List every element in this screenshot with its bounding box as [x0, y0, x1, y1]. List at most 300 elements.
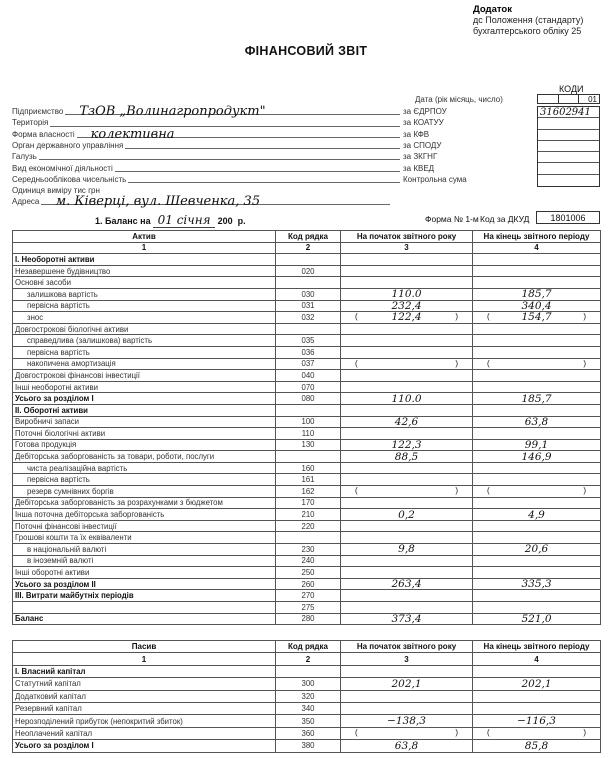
value-cell-start[interactable]: [341, 474, 473, 486]
column-header: На початок звітного року: [341, 231, 473, 243]
field-row[interactable]: [12, 104, 402, 120]
value-cell-end[interactable]: [473, 602, 601, 614]
handwritten-value: 42,6: [392, 416, 421, 428]
column-number: 2: [276, 242, 341, 254]
balance-prefix: 1. Баланс на: [95, 216, 151, 226]
value-cell-start[interactable]: [341, 590, 473, 602]
handwritten-value: [534, 254, 540, 266]
code-cell[interactable]: [538, 130, 599, 141]
value-cell-start[interactable]: [341, 451, 473, 463]
row-code: [276, 665, 341, 677]
table-row: [13, 520, 601, 532]
row-code: 350: [276, 715, 341, 727]
handwritten-value: 185,7: [518, 288, 554, 300]
table-row: [13, 335, 601, 347]
handwritten-value: [404, 428, 410, 440]
row-label: Поточні біологічні активи: [13, 428, 276, 440]
handwritten-value: 202,1: [388, 678, 424, 690]
column-header: Код рядка: [276, 231, 341, 243]
field-label: Галузь: [12, 152, 37, 162]
value-cell-start[interactable]: [341, 497, 473, 509]
row-code: 100: [276, 416, 341, 428]
row-code: 032: [276, 312, 341, 324]
row-code: 161: [276, 474, 341, 486]
field-row[interactable]: [12, 117, 402, 128]
value-cell-end[interactable]: [473, 323, 601, 335]
column-number: 1: [13, 653, 276, 665]
handwritten-value: [534, 323, 540, 335]
row-code: 020: [276, 265, 341, 277]
handwritten-value: [534, 567, 540, 579]
value-cell-end[interactable]: [473, 428, 601, 440]
value-cell-start[interactable]: [341, 678, 473, 690]
field-row[interactable]: [12, 140, 402, 151]
value-cell-end[interactable]: [473, 265, 601, 277]
column-header: На кінець звітного періоду: [473, 231, 601, 243]
value-cell-end[interactable]: [473, 404, 601, 416]
table-row: [13, 678, 601, 690]
handwritten-value: [534, 727, 540, 739]
handwritten-value: [534, 497, 540, 509]
row-label: накопичена амортизація: [13, 358, 276, 370]
handwritten-value: [404, 265, 410, 277]
value-cell-start[interactable]: [341, 404, 473, 416]
handwritten-value: 521,0: [518, 613, 554, 625]
handwritten-value: [534, 690, 540, 702]
handwritten-value: [404, 665, 410, 677]
codes-column: [537, 106, 600, 187]
value-cell-start[interactable]: [341, 462, 473, 474]
handwritten-value: [404, 727, 410, 739]
value-cell-end[interactable]: [473, 335, 601, 347]
handwritten-value: [404, 555, 410, 567]
handwritten-value: 263,4: [388, 578, 424, 590]
column-header: Код рядка: [276, 641, 341, 653]
value-cell-end[interactable]: [473, 288, 601, 300]
handwritten-value: [534, 462, 540, 474]
assets-table: [12, 230, 601, 625]
field-value[interactable]: ТзОВ „Волинагропродукт": [79, 104, 266, 120]
field-row[interactable]: [12, 151, 402, 162]
table-row: [13, 702, 601, 714]
handwritten-value: 0,2: [395, 509, 418, 521]
row-code: 240: [276, 555, 341, 567]
value-cell-end[interactable]: [473, 544, 601, 556]
value-cell-end[interactable]: [473, 381, 601, 393]
address-field[interactable]: [12, 194, 392, 210]
value-cell-end[interactable]: [473, 370, 601, 382]
handwritten-value: [534, 520, 540, 532]
value-cell-end[interactable]: [473, 509, 601, 521]
handwritten-value: 185,7: [518, 393, 554, 405]
field-row[interactable]: [12, 126, 402, 142]
value-cell-end[interactable]: ( ) 154,7: [473, 312, 601, 324]
value-cell-start[interactable]: [341, 532, 473, 544]
table-row: [13, 474, 601, 486]
value-cell-end[interactable]: [473, 451, 601, 463]
value-cell-start[interactable]: [341, 335, 473, 347]
row-label: Нерозподілений прибуток (непокритий збиток): [13, 715, 276, 727]
row-code: [276, 532, 341, 544]
handwritten-value: [534, 428, 540, 440]
handwritten-value: [404, 590, 410, 602]
row-label: знос: [13, 312, 276, 324]
value-cell-start[interactable]: [341, 578, 473, 590]
code-cell[interactable]: 31602941: [538, 107, 599, 118]
table-row: [13, 393, 601, 405]
unit-label: Одиниця виміру тис грн: [12, 186, 100, 195]
value-cell-end[interactable]: [473, 715, 601, 727]
row-label: III. Витрати майбутніх періодів: [13, 590, 276, 602]
value-cell-end[interactable]: [473, 393, 601, 405]
row-label: Виробничі запаси: [13, 416, 276, 428]
column-header: Актив: [13, 231, 276, 243]
handwritten-value: [404, 602, 410, 614]
value-cell-start[interactable]: [341, 288, 473, 300]
handwritten-value: 63,8: [522, 416, 551, 428]
value-cell-end[interactable]: [473, 555, 601, 567]
row-label: первісна вартість: [13, 346, 276, 358]
table-row: [13, 727, 601, 739]
code-cell[interactable]: [538, 152, 599, 163]
handwritten-value: [534, 265, 540, 277]
value-cell-start[interactable]: [341, 277, 473, 289]
value-cell-start[interactable]: [341, 300, 473, 312]
column-number: 1: [13, 242, 276, 254]
handwritten-value: [404, 532, 410, 544]
column-number: 3: [341, 653, 473, 665]
value-cell-start[interactable]: [341, 323, 473, 335]
handwritten-value: 373,4: [388, 613, 424, 625]
table-row: [13, 740, 601, 752]
row-code: 230: [276, 544, 341, 556]
row-code: [276, 254, 341, 266]
handwritten-value: [534, 370, 540, 382]
table-row: [13, 590, 601, 602]
handwritten-value: 110.0: [388, 288, 424, 300]
handwritten-value: [404, 497, 410, 509]
handwritten-value: 99,1: [522, 439, 551, 451]
table-row: [13, 690, 601, 702]
row-code: 070: [276, 381, 341, 393]
value-cell-end[interactable]: ( ): [473, 486, 601, 498]
value-cell-start[interactable]: [341, 381, 473, 393]
row-label: резерв сумнівних боргів: [13, 486, 276, 498]
row-label: Баланс: [13, 613, 276, 625]
handwritten-value: [404, 358, 410, 370]
value-cell-start[interactable]: [341, 702, 473, 714]
row-code: 300: [276, 678, 341, 690]
handwritten-value: [534, 555, 540, 567]
row-label: Основні засоби: [13, 277, 276, 289]
value-cell-end[interactable]: [473, 300, 601, 312]
value-cell-end[interactable]: [473, 665, 601, 677]
row-label: Резервний капітал: [13, 702, 276, 714]
row-label: Дебіторська заборгованість за товари, роботи, послуги: [13, 451, 276, 463]
row-code: 160: [276, 462, 341, 474]
handwritten-value: 335,3: [518, 578, 554, 590]
date-label: Дата (рік місяць, число): [415, 95, 503, 104]
row-code: 031: [276, 300, 341, 312]
value-cell-end[interactable]: [473, 690, 601, 702]
row-code: 030: [276, 288, 341, 300]
value-cell-start[interactable]: [341, 254, 473, 266]
code-label: за КФВ: [403, 129, 430, 139]
value-cell-start[interactable]: [341, 555, 473, 567]
table-row: [13, 300, 601, 312]
value-cell-end[interactable]: [473, 613, 601, 625]
row-code: [276, 404, 341, 416]
table-row: [13, 567, 601, 579]
field-label: Підприємство: [12, 107, 64, 116]
row-label: Готова продукція: [13, 439, 276, 451]
row-label: чиста реалізаційна вартість: [13, 462, 276, 474]
table-row: [13, 439, 601, 451]
code-cell[interactable]: [538, 141, 599, 152]
value-cell-start[interactable]: [341, 346, 473, 358]
code-label: Контрольна сума: [403, 174, 467, 184]
date-box[interactable]: [537, 94, 600, 104]
balance-year: 200: [217, 216, 233, 226]
value-cell-end[interactable]: [473, 439, 601, 451]
code-cell[interactable]: [538, 118, 599, 129]
address-value[interactable]: м. Ківерці, вул. Шевченка, 35: [55, 194, 261, 210]
column-header: На початок звітного року: [341, 641, 473, 653]
row-label: Інші оборотні активи: [13, 567, 276, 579]
table-row: [13, 254, 601, 266]
handwritten-value: [404, 323, 410, 335]
table-row: [13, 555, 601, 567]
value-cell-start[interactable]: ( ): [341, 358, 473, 370]
value-cell-start[interactable]: [341, 439, 473, 451]
row-code: 260: [276, 578, 341, 590]
row-code: 360: [276, 727, 341, 739]
value-cell-start[interactable]: [341, 393, 473, 405]
field-value[interactable]: колективна: [90, 126, 175, 142]
handwritten-value: [404, 474, 410, 486]
value-cell-end[interactable]: [473, 254, 601, 266]
value-cell-end[interactable]: [473, 567, 601, 579]
handwritten-value: [404, 404, 410, 416]
code-label: за КВЕД: [403, 163, 435, 173]
date-month[interactable]: [559, 95, 580, 103]
value-cell-start[interactable]: [341, 602, 473, 614]
row-code: 270: [276, 590, 341, 602]
row-label: Усього за розділом I: [13, 740, 276, 752]
row-code: 275: [276, 602, 341, 614]
table-row: [13, 370, 601, 382]
column-number-row: [13, 653, 601, 665]
code-cell[interactable]: [538, 163, 599, 174]
value-cell-start[interactable]: [341, 520, 473, 532]
handwritten-value: [534, 602, 540, 614]
handwritten-value: 85,8: [522, 740, 551, 752]
value-cell-start[interactable]: [341, 715, 473, 727]
handwritten-value: [404, 690, 410, 702]
balance-suffix: р.: [237, 216, 246, 226]
row-label: [13, 602, 276, 614]
code-label: за СПОДУ: [403, 140, 442, 150]
annex-line: бухгалтерського обліку 25: [473, 26, 582, 36]
handwritten-value: [404, 254, 410, 266]
handwritten-value: [534, 486, 540, 498]
handwritten-value: [404, 370, 410, 382]
table-row: [13, 265, 601, 277]
handwritten-value: [534, 665, 540, 677]
value-cell-end[interactable]: [473, 346, 601, 358]
table-row: [13, 381, 601, 393]
dkud-label: Код за ДКУД: [480, 214, 530, 224]
annex-title: Додаток: [473, 4, 512, 15]
value-cell-start[interactable]: [341, 416, 473, 428]
handwritten-value: 146,9: [518, 451, 554, 463]
value-cell-start[interactable]: [341, 613, 473, 625]
field-label: Форма власності: [12, 129, 75, 139]
value-cell-end[interactable]: ( ): [473, 727, 601, 739]
handwritten-value: [534, 404, 540, 416]
value-cell-end[interactable]: [473, 462, 601, 474]
value-cell-end[interactable]: [473, 578, 601, 590]
header-row: [13, 231, 601, 243]
address-label: Адреса: [12, 197, 40, 206]
table-row: [13, 715, 601, 727]
handwritten-value: [534, 358, 540, 370]
row-label: Інші необоротні активи: [13, 381, 276, 393]
value-cell-end[interactable]: [473, 740, 601, 752]
value-cell-start[interactable]: [341, 265, 473, 277]
handwritten-value: [534, 590, 540, 602]
value-cell-end[interactable]: [473, 277, 601, 289]
row-label: Довгострокові фінансові інвестиції: [13, 370, 276, 382]
value-cell-start[interactable]: [341, 509, 473, 521]
handwritten-value: [534, 532, 540, 544]
column-number-row: [13, 242, 601, 254]
handwritten-value: 340,4: [518, 300, 554, 312]
code-cell[interactable]: [538, 175, 599, 186]
value-cell-start[interactable]: [341, 370, 473, 382]
row-code: 130: [276, 439, 341, 451]
table-row: [13, 312, 601, 324]
handwritten-value: [534, 703, 540, 715]
table-row: [13, 532, 601, 544]
value-cell-end[interactable]: [473, 474, 601, 486]
value-cell-end[interactable]: [473, 497, 601, 509]
field-label: Середньооблікова чисельність: [12, 174, 127, 184]
table-row: [13, 497, 601, 509]
table-row: [13, 416, 601, 428]
balance-date[interactable]: 01 січня: [153, 213, 215, 228]
column-number: 2: [276, 653, 341, 665]
handwritten-value: 232,4: [388, 300, 424, 312]
header-row: [13, 641, 601, 653]
handwritten-value: [404, 277, 410, 289]
value-cell-end[interactable]: [473, 532, 601, 544]
value-cell-start[interactable]: [341, 665, 473, 677]
row-label: первісна вартість: [13, 300, 276, 312]
handwritten-value: 122,4: [388, 312, 424, 324]
table-row: [13, 602, 601, 614]
handwritten-value: 9,8: [395, 544, 418, 556]
row-code: 080: [276, 393, 341, 405]
dkud-code: 1801006: [536, 211, 600, 224]
row-label: Грошові кошти та їх еквіваленти: [13, 532, 276, 544]
row-label: в іноземній валюті: [13, 555, 276, 567]
field-label: Територія: [12, 118, 49, 128]
handwritten-value: [404, 486, 410, 498]
value-cell-end[interactable]: [473, 702, 601, 714]
row-code: 320: [276, 690, 341, 702]
column-number: 4: [473, 653, 601, 665]
handwritten-value: 202,1: [518, 678, 554, 690]
row-label: Усього за розділом I: [13, 393, 276, 405]
codes-heading: КОДИ: [559, 84, 584, 94]
value-cell-start[interactable]: ( ) 122,4: [341, 312, 473, 324]
row-label: Незавершене будівництво: [13, 265, 276, 277]
value-cell-start[interactable]: [341, 740, 473, 752]
row-label: II. Оборотні активи: [13, 404, 276, 416]
field-row[interactable]: [12, 163, 402, 174]
balance-heading: [95, 213, 246, 228]
row-code: [276, 323, 341, 335]
row-code: 250: [276, 567, 341, 579]
table-row: [13, 404, 601, 416]
table-row: [13, 486, 601, 498]
value-cell-start[interactable]: [341, 428, 473, 440]
table-row: [13, 462, 601, 474]
table-row: [13, 613, 601, 625]
value-cell-end[interactable]: ( ): [473, 358, 601, 370]
value-cell-end[interactable]: [473, 520, 601, 532]
table-row: [13, 544, 601, 556]
row-label: первісна вартість: [13, 474, 276, 486]
handwritten-value: 154,7: [518, 312, 554, 324]
code-label: за ЄДРПОУ: [403, 107, 447, 116]
column-header: Пасив: [13, 641, 276, 653]
value-cell-end[interactable]: [473, 678, 601, 690]
date-day[interactable]: 01: [588, 95, 598, 104]
handwritten-value: [534, 381, 540, 393]
field-label: Орган державного управління: [12, 140, 124, 150]
row-code: 037: [276, 358, 341, 370]
handwritten-value: 20,6: [522, 544, 551, 556]
page-title: ФІНАНСОВИЙ ЗВІТ: [244, 44, 368, 58]
row-label: в національній валюті: [13, 544, 276, 556]
handwritten-value: [404, 520, 410, 532]
value-cell-start[interactable]: [341, 567, 473, 579]
row-code: [276, 451, 341, 463]
table-row: [13, 346, 601, 358]
value-cell-end[interactable]: [473, 416, 601, 428]
value-cell-start[interactable]: [341, 690, 473, 702]
row-label: Довгострокові біологічні активи: [13, 323, 276, 335]
row-label: I. Необоротні активи: [13, 254, 276, 266]
handwritten-value: [404, 462, 410, 474]
row-label: Інша поточна дебіторська заборгованість: [13, 509, 276, 521]
handwritten-value: 63,8: [392, 740, 421, 752]
date-year[interactable]: [538, 95, 559, 103]
row-code: 280: [276, 613, 341, 625]
handwritten-value: [534, 474, 540, 486]
value-cell-end[interactable]: [473, 590, 601, 602]
field-row[interactable]: [12, 174, 402, 185]
handwritten-value: [404, 703, 410, 715]
value-cell-start[interactable]: ( ): [341, 486, 473, 498]
row-code: 040: [276, 370, 341, 382]
value-cell-start[interactable]: ( ): [341, 727, 473, 739]
handwritten-value: [404, 567, 410, 579]
handwritten-value: −138,3: [384, 715, 429, 727]
value-cell-start[interactable]: [341, 544, 473, 556]
